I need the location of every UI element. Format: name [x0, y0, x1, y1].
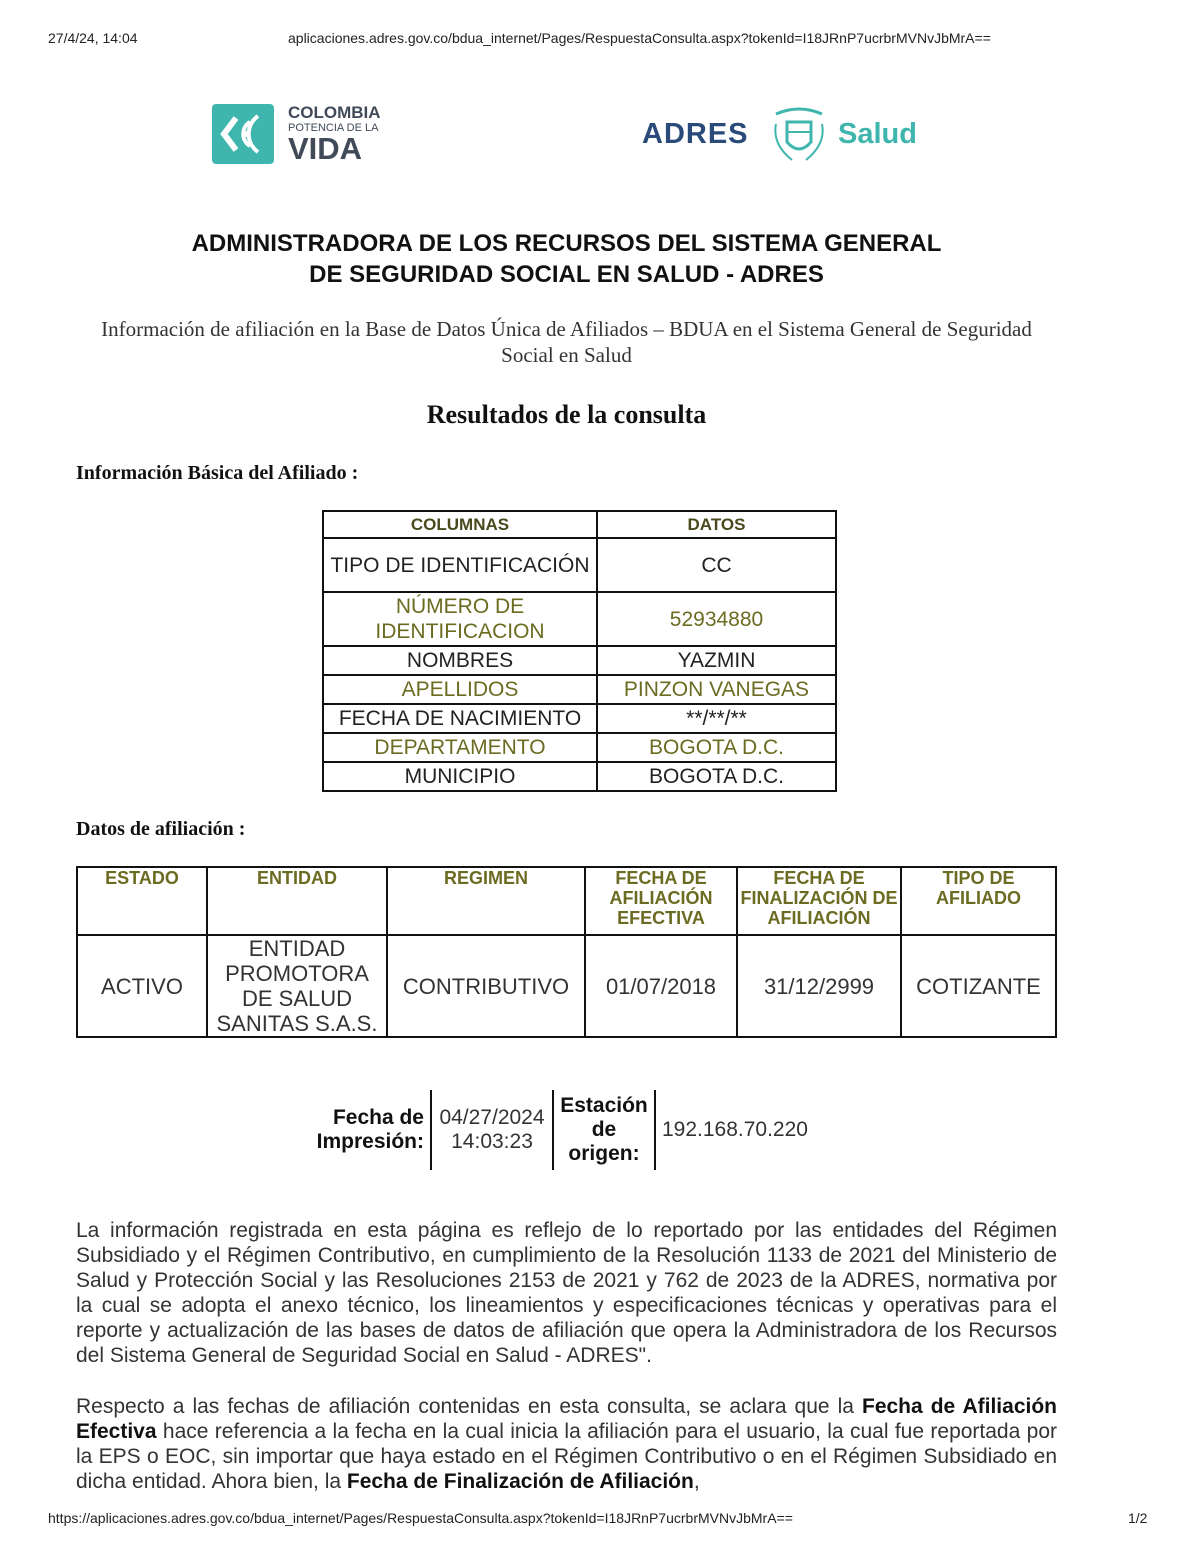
print-footer-url: https://aplicaciones.adres.gov.co/bdua_internet/Pages/RespuestaConsulta.aspx?tokenId=I18JRnP7ucrbrMVNvJbMrA== [48, 1510, 793, 1526]
colombia-logo-line2: POTENCIA DE LA [288, 122, 379, 134]
column-header: COLUMNAS [323, 511, 597, 538]
dates-clarification-paragraph: Respecto a las fechas de afiliación contenidas en esta consulta, se aclara que la Fecha de Afiliación Efectiva hace referencia a la fecha en la cual inicia la afiliación para el usuario, la cual fue reportada por la EPS o EOC, sin importar que haya estado en el Régimen Contributivo o en el Régimen Subsidiado en dicha entidad. Ahora bien, la Fecha de Finalización de Afiliación, [76, 1395, 1057, 1493]
print-datetime: 27/4/24, 14:04 [48, 30, 138, 46]
colombia-logo-line3: VIDA [288, 131, 363, 166]
basic-info-label: Información Básica del Afiliado : [76, 462, 359, 484]
table-row [323, 733, 836, 762]
column-header: ESTADO [77, 867, 207, 935]
table-header-row [323, 511, 836, 538]
field-name: DEPARTAMENTO [323, 733, 597, 762]
field-value: **/**/** [597, 704, 836, 733]
salud-logo-text: Salud [838, 118, 917, 150]
affiliation-label: Datos de afiliación : [76, 818, 246, 840]
column-header: ENTIDAD [207, 867, 387, 935]
field-name: TIPO DE IDENTIFICACIÓN [323, 538, 597, 592]
field-value: PINZON VANEGAS [597, 675, 836, 704]
table-row [323, 675, 836, 704]
colombia-logo-line1: COLOMBIA [288, 103, 381, 122]
field-value: 52934880 [597, 592, 836, 646]
print-info-table [308, 1090, 814, 1170]
page-title-line1: ADMINISTRADORA DE LOS RECURSOS DEL SISTEMA GENERAL [191, 230, 942, 257]
field-name: NOMBRES [323, 646, 597, 675]
disclaimer-paragraph: La información registrada en esta página es reflejo de lo reportado por las entidades del Régimen Subsidiado y el Régimen Contributivo, en cumplimiento de la Resolución 1133 de 2021 del Ministerio de Salud y Protección Social y las Resoluciones 2153 de 2021 y 762 de 2023 de la ADRES, normativa por la cual se adopta el anexo técnico, los lineamientos y especificaciones técnicas y operativas para el reporte y actualización de las bases de datos de afiliación que opera la Administradora de los Recursos del Sistema General de Seguridad Social en Salud - ADRES". [76, 1219, 1057, 1367]
colombia-logo-icon [212, 104, 274, 164]
coat-of-arms-icon [770, 104, 828, 166]
page-title-line2: DE SEGURIDAD SOCIAL EN SALUD - ADRES [309, 261, 824, 288]
station-label: Estación de origen: [553, 1090, 655, 1170]
table-row [323, 762, 836, 791]
table-row [323, 704, 836, 733]
table-row [77, 935, 1056, 1037]
page-number: 1/2 [1128, 1510, 1148, 1526]
field-value: BOGOTA D.C. [597, 733, 836, 762]
adres-logo [642, 104, 922, 166]
regime-cell: CONTRIBUTIVO [387, 935, 585, 1037]
basic-info-table [322, 510, 837, 792]
print-header-url: aplicaciones.adres.gov.co/bdua_internet/Pages/RespuestaConsulta.aspx?tokenId=I18JRnP7ucrbrMVNvJbMrA== [288, 30, 991, 46]
field-name: NÚMERO DE IDENTIFICACION [323, 592, 597, 646]
field-name: APELLIDOS [323, 675, 597, 704]
column-header: REGIMEN [387, 867, 585, 935]
table-header-row [77, 867, 1056, 935]
station-value: 192.168.70.220 [655, 1090, 814, 1170]
table-row [323, 538, 836, 592]
column-header: FECHA DE FINALIZACIÓN DE AFILIACIÓN [737, 867, 901, 935]
end-date-cell: 31/12/2999 [737, 935, 901, 1037]
affiliate-type-cell: COTIZANTE [901, 935, 1056, 1037]
effective-date-cell: 01/07/2018 [585, 935, 737, 1037]
affiliation-table [76, 866, 1057, 1038]
status-cell: ACTIVO [77, 935, 207, 1037]
column-header: DATOS [597, 511, 836, 538]
table-row [323, 646, 836, 675]
page-title [0, 228, 1133, 290]
field-value: BOGOTA D.C. [597, 762, 836, 791]
field-value: CC [597, 538, 836, 592]
field-name: FECHA DE NACIMIENTO [323, 704, 597, 733]
field-value: YAZMIN [597, 646, 836, 675]
print-date-label: Fecha de Impresión: [316, 1106, 424, 1153]
field-name: MUNICIPIO [323, 762, 597, 791]
table-row [323, 592, 836, 646]
column-header: TIPO DE AFILIADO [901, 867, 1056, 935]
colombia-logo [212, 104, 382, 166]
page-subtitle: Información de afiliación en la Base de Datos Única de Afiliados – BDUA en el Sistema General de Seguridad Social en Salud [101, 317, 1032, 367]
adres-logo-text: ADRES [642, 118, 749, 150]
entity-cell: ENTIDAD PROMOTORA DE SALUD SANITAS S.A.S. [207, 935, 387, 1037]
results-title: Resultados de la consulta [426, 400, 707, 429]
print-date-value: 04/27/2024 14:03:23 [431, 1090, 553, 1170]
column-header: FECHA DE AFILIACIÓN EFECTIVA [585, 867, 737, 935]
